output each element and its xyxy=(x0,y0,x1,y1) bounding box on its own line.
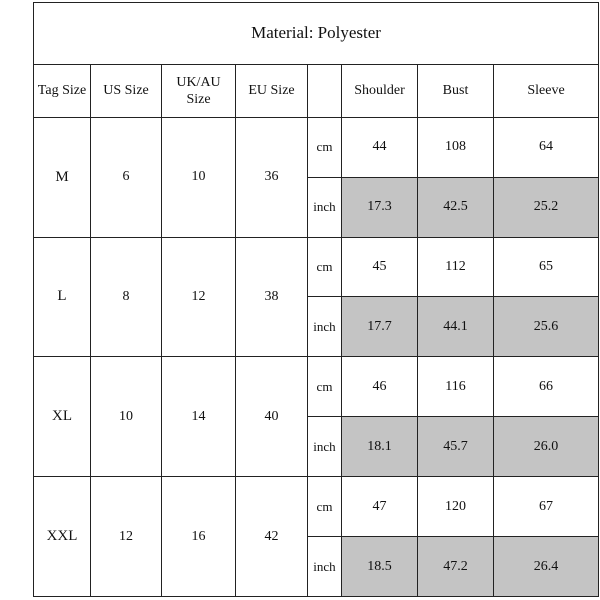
header-unit xyxy=(308,64,342,117)
eu-size-cell: 40 xyxy=(236,357,308,477)
sleeve-cell: 67 xyxy=(494,477,599,537)
sleeve-cell: 26.4 xyxy=(494,537,599,597)
unit-cell: cm xyxy=(308,357,342,417)
unit-cell: inch xyxy=(308,177,342,237)
header-ukau-line1: UK/AU xyxy=(176,74,221,90)
sleeve-cell: 66 xyxy=(494,357,599,417)
shoulder-cell: 45 xyxy=(342,237,418,297)
header-bust: Bust xyxy=(418,64,494,117)
bust-cell: 45.7 xyxy=(418,417,494,477)
tag-size-cell: M xyxy=(34,117,91,237)
sleeve-cell: 25.6 xyxy=(494,297,599,357)
unit-cell: inch xyxy=(308,417,342,477)
shoulder-cell: 46 xyxy=(342,357,418,417)
tag-size-cell: L xyxy=(34,237,91,357)
us-size-cell: 6 xyxy=(91,117,162,237)
tag-size-cell: XXL xyxy=(34,477,91,597)
bust-cell: 112 xyxy=(418,237,494,297)
size-chart-table xyxy=(33,2,599,597)
unit-cell: inch xyxy=(308,297,342,357)
header-us-size: US Size xyxy=(91,64,162,117)
unit-cell: cm xyxy=(308,477,342,537)
ukau-size-cell: 10 xyxy=(162,117,236,237)
header-ukau-size xyxy=(162,64,236,117)
header-ukau-line2: Size xyxy=(186,91,211,107)
ukau-size-cell: 14 xyxy=(162,357,236,477)
shoulder-cell: 17.7 xyxy=(342,297,418,357)
us-size-cell: 12 xyxy=(91,477,162,597)
bust-cell: 44.1 xyxy=(418,297,494,357)
header-shoulder: Shoulder xyxy=(342,64,418,117)
header-eu-size: EU Size xyxy=(236,64,308,117)
unit-cell: inch xyxy=(308,537,342,597)
header-row xyxy=(34,64,599,117)
table-title: Material: Polyester xyxy=(34,3,599,65)
bust-cell: 42.5 xyxy=(418,177,494,237)
table-row xyxy=(34,117,599,177)
ukau-size-cell: 12 xyxy=(162,237,236,357)
bust-cell: 108 xyxy=(418,117,494,177)
eu-size-cell: 36 xyxy=(236,117,308,237)
bust-cell: 120 xyxy=(418,477,494,537)
bust-cell: 47.2 xyxy=(418,537,494,597)
header-sleeve: Sleeve xyxy=(494,64,599,117)
sleeve-cell: 26.0 xyxy=(494,417,599,477)
unit-cell: cm xyxy=(308,117,342,177)
sleeve-cell: 65 xyxy=(494,237,599,297)
eu-size-cell: 38 xyxy=(236,237,308,357)
table-row xyxy=(34,357,599,417)
us-size-cell: 8 xyxy=(91,237,162,357)
table-row xyxy=(34,477,599,537)
shoulder-cell: 44 xyxy=(342,117,418,177)
shoulder-cell: 47 xyxy=(342,477,418,537)
shoulder-cell: 18.5 xyxy=(342,537,418,597)
us-size-cell: 10 xyxy=(91,357,162,477)
shoulder-cell: 17.3 xyxy=(342,177,418,237)
bust-cell: 116 xyxy=(418,357,494,417)
unit-cell: cm xyxy=(308,237,342,297)
ukau-size-cell: 16 xyxy=(162,477,236,597)
table-row xyxy=(34,237,599,297)
tag-size-cell: XL xyxy=(34,357,91,477)
eu-size-cell: 42 xyxy=(236,477,308,597)
shoulder-cell: 18.1 xyxy=(342,417,418,477)
sleeve-cell: 64 xyxy=(494,117,599,177)
header-tag-size: Tag Size xyxy=(34,64,91,117)
sleeve-cell: 25.2 xyxy=(494,177,599,237)
